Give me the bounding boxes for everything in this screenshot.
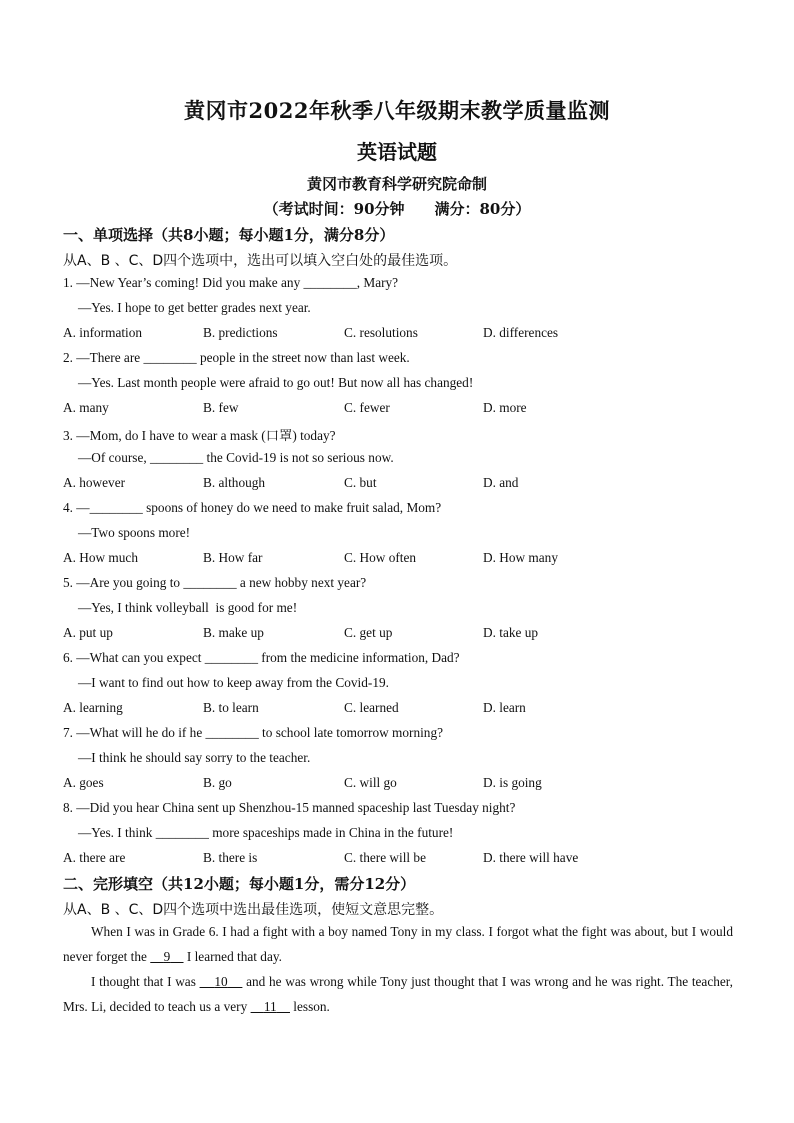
answer-line-4: —Two spoons more! bbox=[78, 525, 191, 540]
question-5: 5. —Are you going to ________ a new hobby next year? bbox=[63, 575, 367, 590]
option-1-d: D. differences bbox=[483, 325, 559, 340]
option-3-c: C. but bbox=[344, 475, 377, 490]
option-4-c: C. How often bbox=[344, 550, 417, 565]
option-2-b: B. few bbox=[203, 400, 239, 415]
option-4-b: B. How far bbox=[203, 550, 263, 565]
answer-line-1: —Yes. I hope to get better grades next year. bbox=[78, 300, 311, 315]
option-7-c: C. will go bbox=[344, 775, 397, 790]
question-6: 6. —What can you expect ________ from the medicine information, Dad? bbox=[63, 650, 460, 665]
option-8-c: C. there will be bbox=[344, 850, 426, 865]
option-6-a: A. learning bbox=[63, 700, 123, 715]
option-3-b: B. although bbox=[203, 475, 266, 490]
passage-text: I thought that I was bbox=[91, 974, 200, 989]
blank-11: 11 bbox=[263, 999, 277, 1014]
option-8-a: A. there are bbox=[63, 850, 126, 865]
option-6-d: D. learn bbox=[483, 700, 526, 715]
passage-text: and he was wrong while Tony just thought that I was wrong and he was right. The teacher, Mrs. Li, decided to teach us a very bbox=[63, 974, 733, 1014]
option-6-c: C. learned bbox=[344, 700, 399, 715]
option-6-b: B. to learn bbox=[203, 700, 259, 715]
option-7-b: B. go bbox=[203, 775, 232, 790]
option-5-b: B. make up bbox=[203, 625, 264, 640]
exam-title: 黄冈市2022年秋季八年级期末教学质量监测 bbox=[184, 98, 610, 123]
option-1-a: A. information bbox=[63, 325, 143, 340]
question-7: 7. —What will he do if he ________ to school late tomorrow morning? bbox=[63, 725, 443, 740]
question-1: 1. —New Year’s coming! Did you make any ________, Mary? bbox=[63, 275, 399, 290]
option-8-b: B. there is bbox=[203, 850, 258, 865]
passage-text: I learned that day. bbox=[183, 949, 282, 964]
exam-info: （考试时间：90分钟 满分：80分） bbox=[263, 200, 531, 218]
passage-text: When I was in Grade 6. I had a fight with a boy named Tony in my class. I forgot what the fight was about, but I would never forget the bbox=[63, 924, 733, 964]
blank-10: 10 bbox=[214, 974, 228, 989]
question-8: 8. —Did you hear China sent up Shenzhou-15 manned spaceship last Tuesday night? bbox=[63, 800, 516, 815]
option-8-d: D. there will have bbox=[483, 850, 579, 865]
section2-heading: 二、完形填空（共12小题；每小题1分，需分12分） bbox=[63, 875, 416, 893]
option-2-a: A. many bbox=[63, 400, 109, 415]
option-7-a: A. goes bbox=[63, 775, 104, 790]
section2-instruction: 从A、B 、C、D四个选项中选出最佳选项，使短文意思完整。 bbox=[63, 902, 444, 918]
issuer: 黄冈市教育科学研究院命制 bbox=[306, 175, 487, 193]
section1-heading: 一、单项选择（共8小题；每小题1分，满分8分） bbox=[63, 226, 395, 244]
passage-paragraph-2 bbox=[63, 969, 733, 1019]
option-5-c: C. get up bbox=[344, 625, 393, 640]
option-2-d: D. more bbox=[483, 400, 527, 415]
option-7-d: D. is going bbox=[483, 775, 542, 790]
option-3-a: A. however bbox=[63, 475, 126, 490]
blank-9: 9 bbox=[163, 949, 171, 964]
option-5-d: D. take up bbox=[483, 625, 539, 640]
answer-line-6: —I want to find out how to keep away from the Covid-19. bbox=[78, 675, 389, 690]
question-2: 2. —There are ________ people in the street now than last week. bbox=[63, 350, 410, 365]
exam-subtitle: 英语试题 bbox=[357, 140, 437, 164]
option-2-c: C. fewer bbox=[344, 400, 390, 415]
passage-paragraph-1 bbox=[63, 919, 733, 969]
answer-line-5: —Yes, I think volleyball is good for me! bbox=[78, 600, 298, 615]
option-4-a: A. How much bbox=[63, 550, 138, 565]
option-1-c: C. resolutions bbox=[344, 325, 418, 340]
option-1-b: B. predictions bbox=[203, 325, 278, 340]
answer-line-3: —Of course, ________ the Covid-19 is not so serious now. bbox=[78, 450, 394, 465]
answer-line-8: —Yes. I think ________ more spaceships made in China in the future! bbox=[78, 825, 454, 840]
question-4: 4. —________ spoons of honey do we need to make fruit salad, Mom? bbox=[63, 500, 442, 515]
section1-instruction: 从A、B 、C、D四个选项中，选出可以填入空白处的最佳选项。 bbox=[63, 253, 458, 269]
option-4-d: D. How many bbox=[483, 550, 558, 565]
passage-text: lesson. bbox=[289, 999, 330, 1014]
option-3-d: D. and bbox=[483, 475, 519, 490]
option-5-a: A. put up bbox=[63, 625, 113, 640]
answer-line-7: —I think he should say sorry to the teacher. bbox=[78, 750, 311, 765]
question-3: 3. —Mom, do I have to wear a mask (口罩) today? bbox=[63, 428, 336, 443]
answer-line-2: —Yes. Last month people were afraid to go out! But now all has changed! bbox=[78, 375, 474, 390]
